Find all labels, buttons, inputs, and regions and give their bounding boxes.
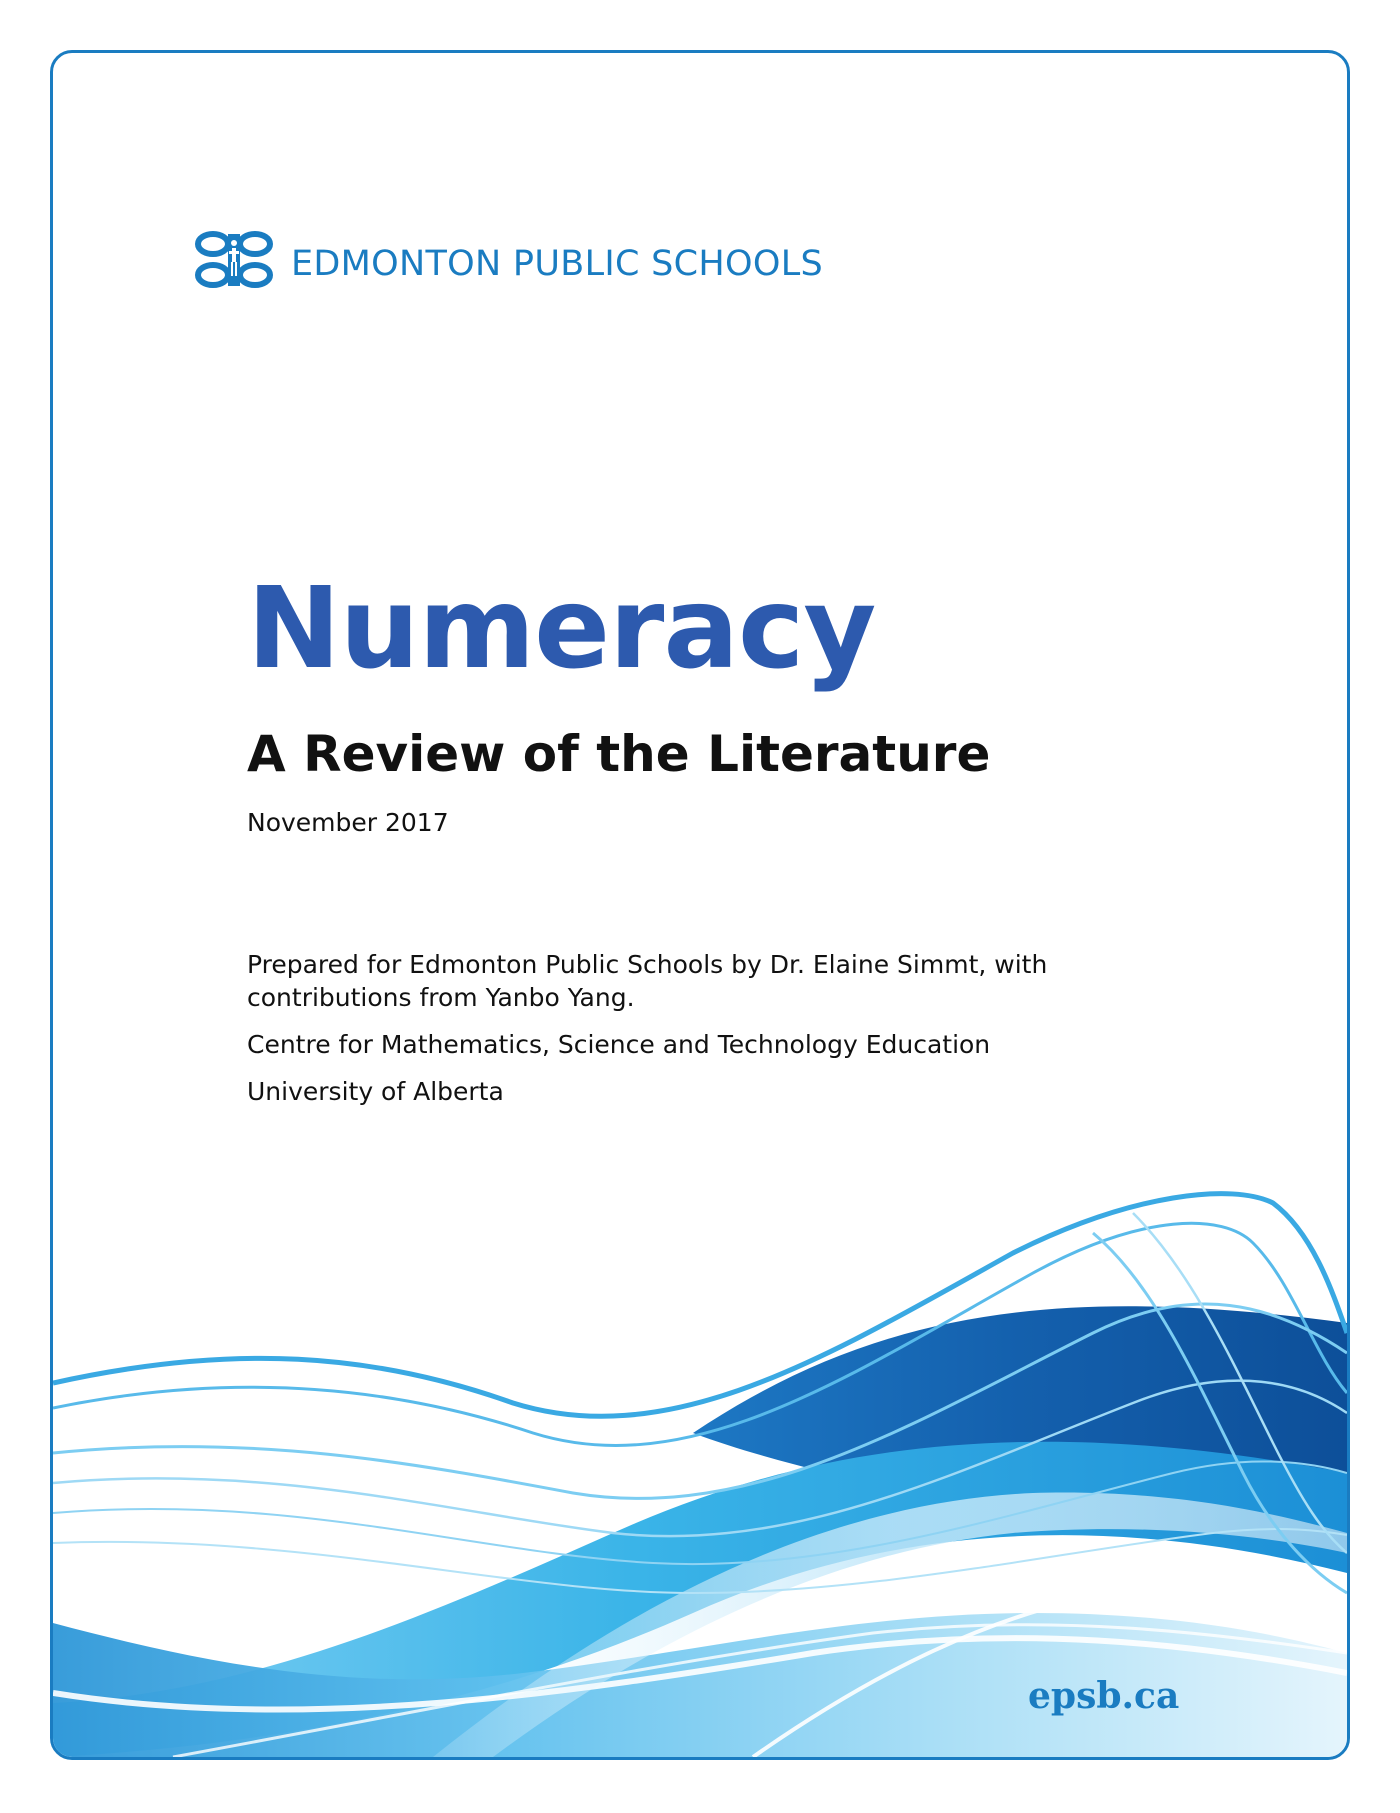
document-title: Numeracy xyxy=(247,564,876,694)
wave-decoration xyxy=(53,53,1347,1757)
epsb-logo-icon xyxy=(193,229,275,291)
publication-date: November 2017 xyxy=(247,808,449,837)
document-subtitle: A Review of the Literature xyxy=(247,725,991,783)
centre-name: Centre for Mathematics, Science and Technology Education xyxy=(247,1030,991,1059)
credits-block xyxy=(247,948,1147,1122)
page-frame xyxy=(50,50,1350,1760)
organization-name: EDMONTON PUBLIC SCHOOLS xyxy=(291,244,824,284)
university-name: University of Alberta xyxy=(247,1077,504,1106)
organization-logo xyxy=(193,229,823,291)
website-link[interactable]: epsb.ca xyxy=(1028,1675,1180,1717)
prepared-by-text: Prepared for Edmonton Public Schools by Dr. Elaine Simmt, with contributions from Yanbo Yang. xyxy=(247,950,1048,1012)
